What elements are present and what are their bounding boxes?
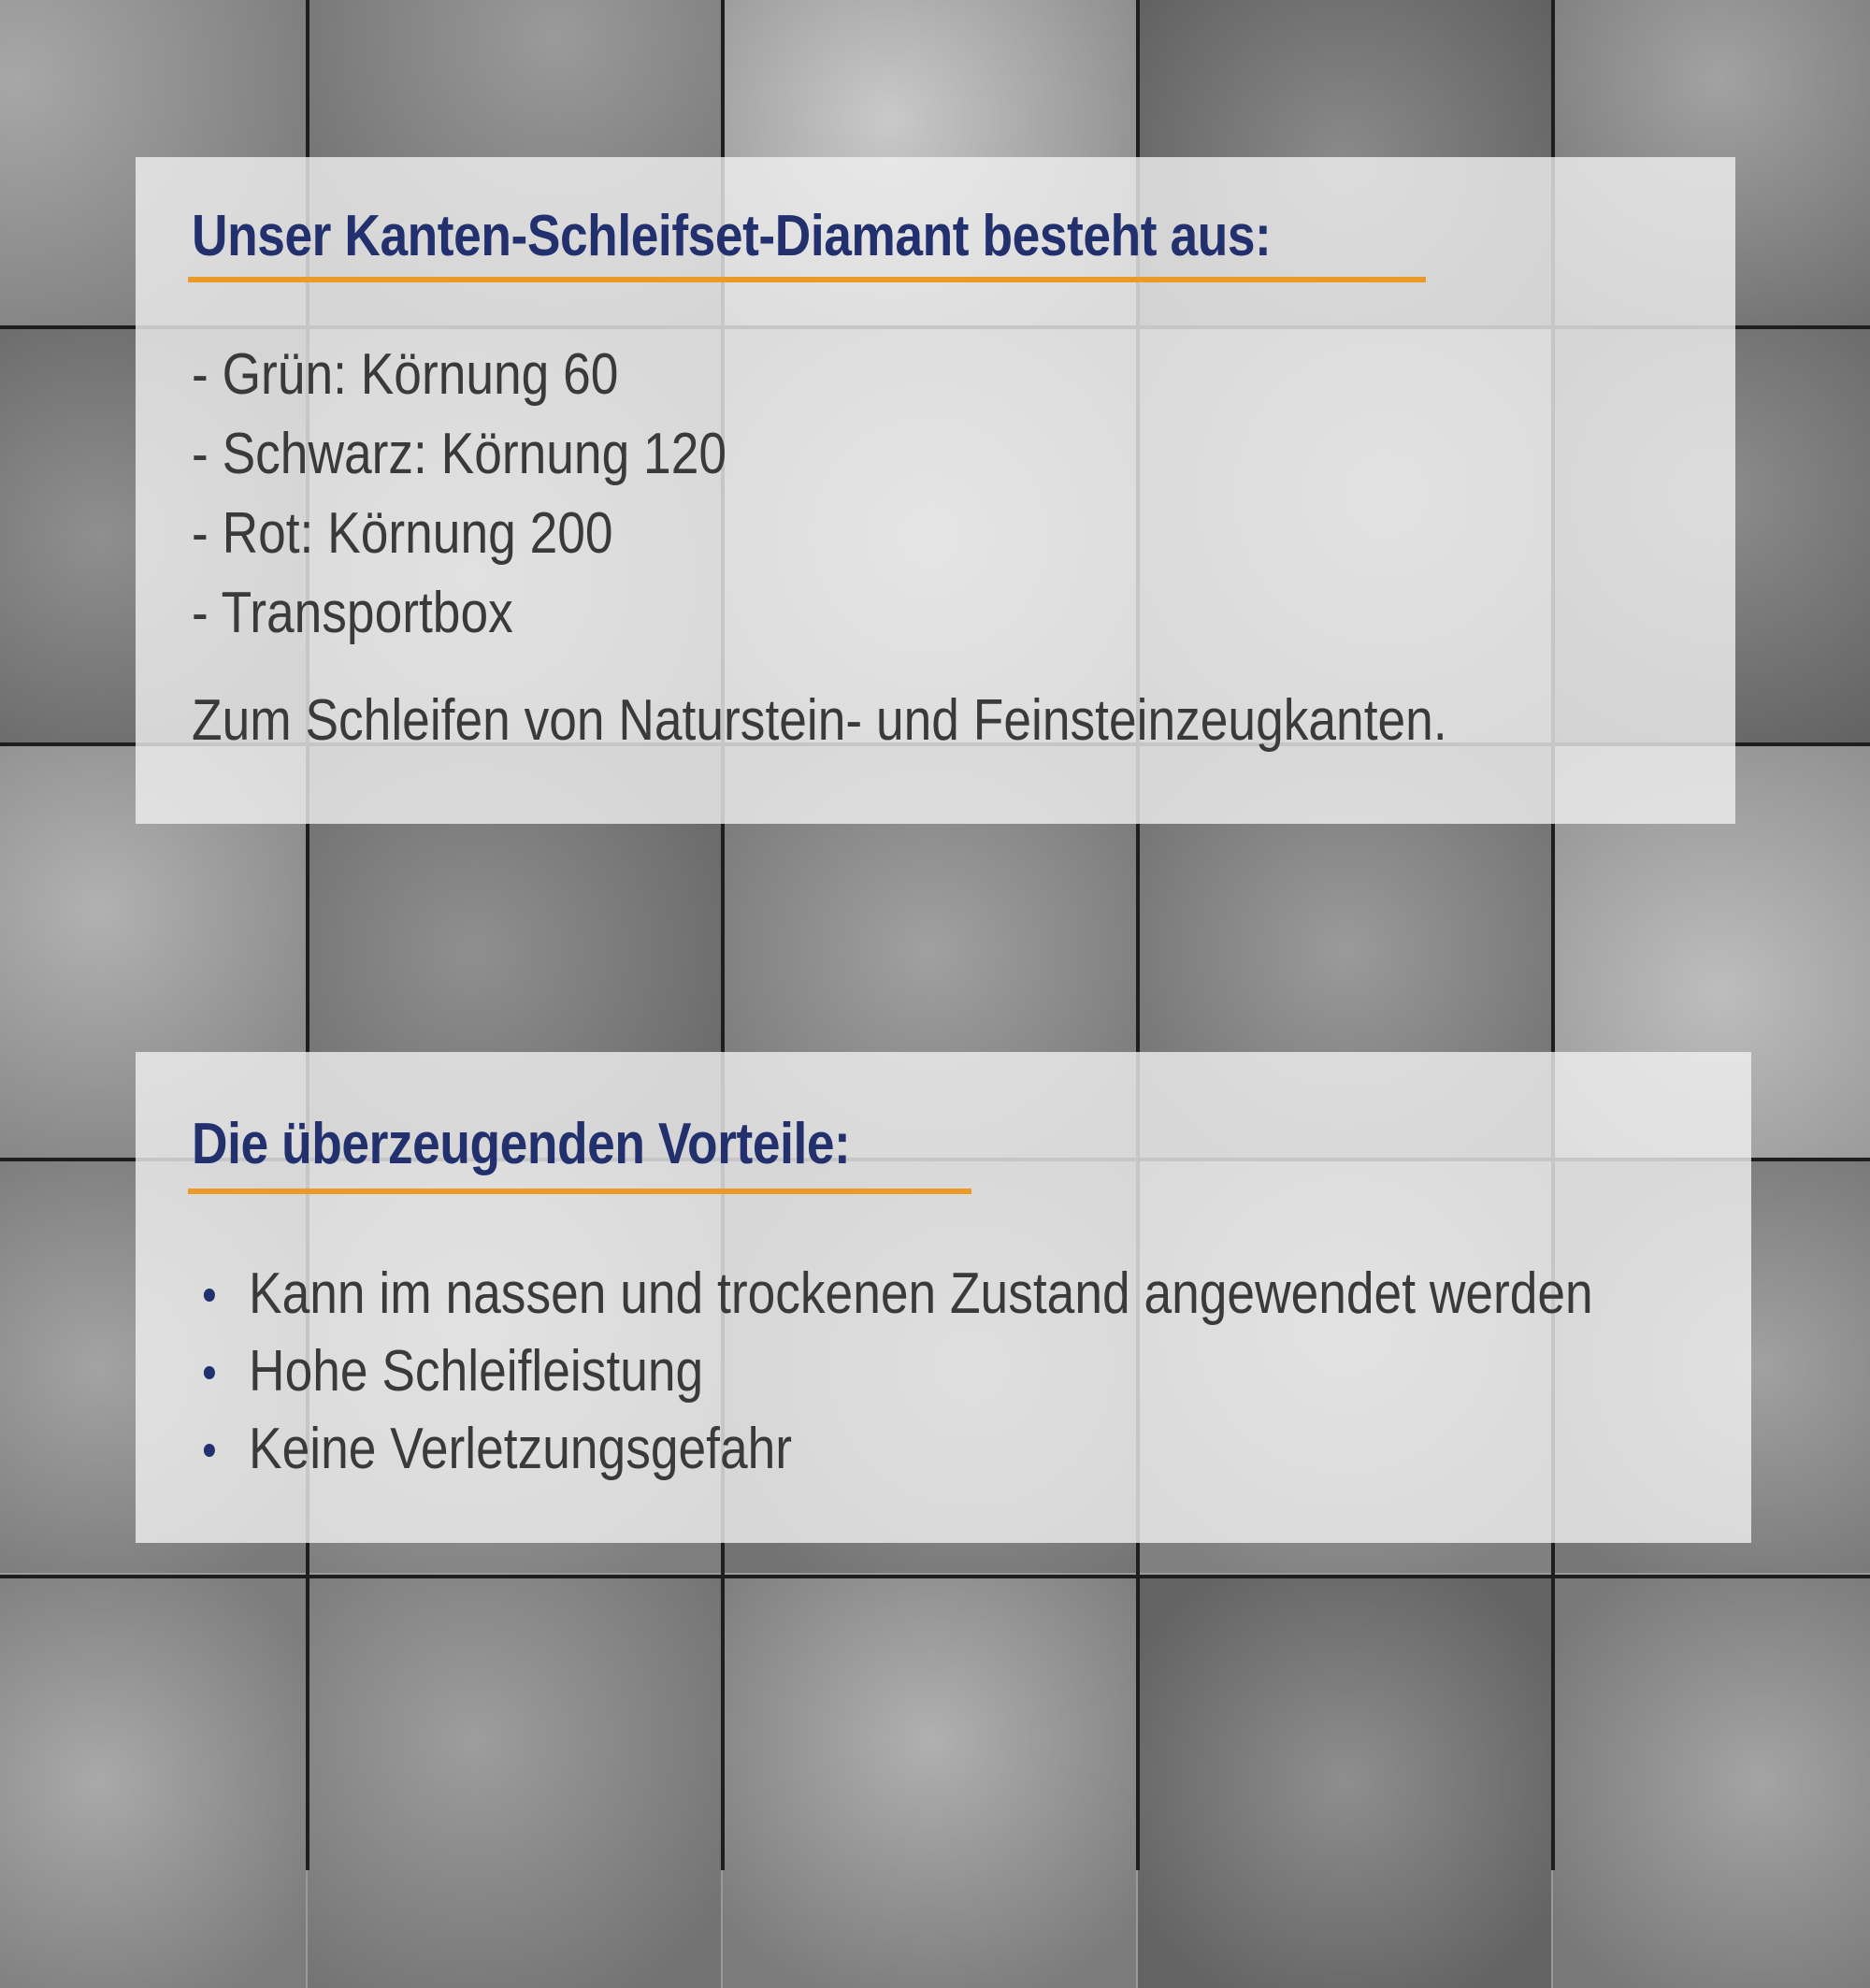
list-item: - Schwarz: Körnung 120 [192,422,727,486]
stone-tile [1553,1575,1870,1988]
list-item [192,1333,1593,1410]
advantage-text: Hohe Schleifleistung [249,1339,704,1404]
bullet-dot-icon [204,1444,215,1457]
bullet-dot-icon [204,1366,215,1379]
set-contents-list [192,335,813,653]
bullet-dot-icon [204,1289,215,1302]
list-item [192,1255,1593,1333]
advantages-heading: Die überzeugenden Vorteile: [192,1112,851,1176]
stone-tile [308,1575,721,1988]
list-item [192,1410,1593,1488]
list-item: - Rot: Körnung 200 [192,501,613,566]
usage-description: Zum Schleifen von Naturstein- und Feinsteinzeugkanten. [192,688,1447,753]
advantage-text: Keine Verletzungsgefahr [249,1417,793,1481]
advantages-list [192,1255,1821,1488]
set-contents-heading: Unser Kanten-Schleifset-Diamant besteht aus: [192,204,1272,268]
list-item: - Transportbox [192,581,513,645]
stone-tile [0,1575,306,1988]
stone-tile [723,1575,1136,1988]
heading-underline [188,1188,971,1194]
stone-tile [1138,1575,1551,1988]
list-item: - Grün: Körnung 60 [192,342,619,407]
set-contents-panel [136,157,1735,824]
heading-underline [188,277,1426,282]
advantage-text: Kann im nassen und trockenen Zustand angewendet werden [249,1261,1593,1326]
grout-line [0,1575,1870,1578]
advantages-panel [136,1052,1751,1543]
